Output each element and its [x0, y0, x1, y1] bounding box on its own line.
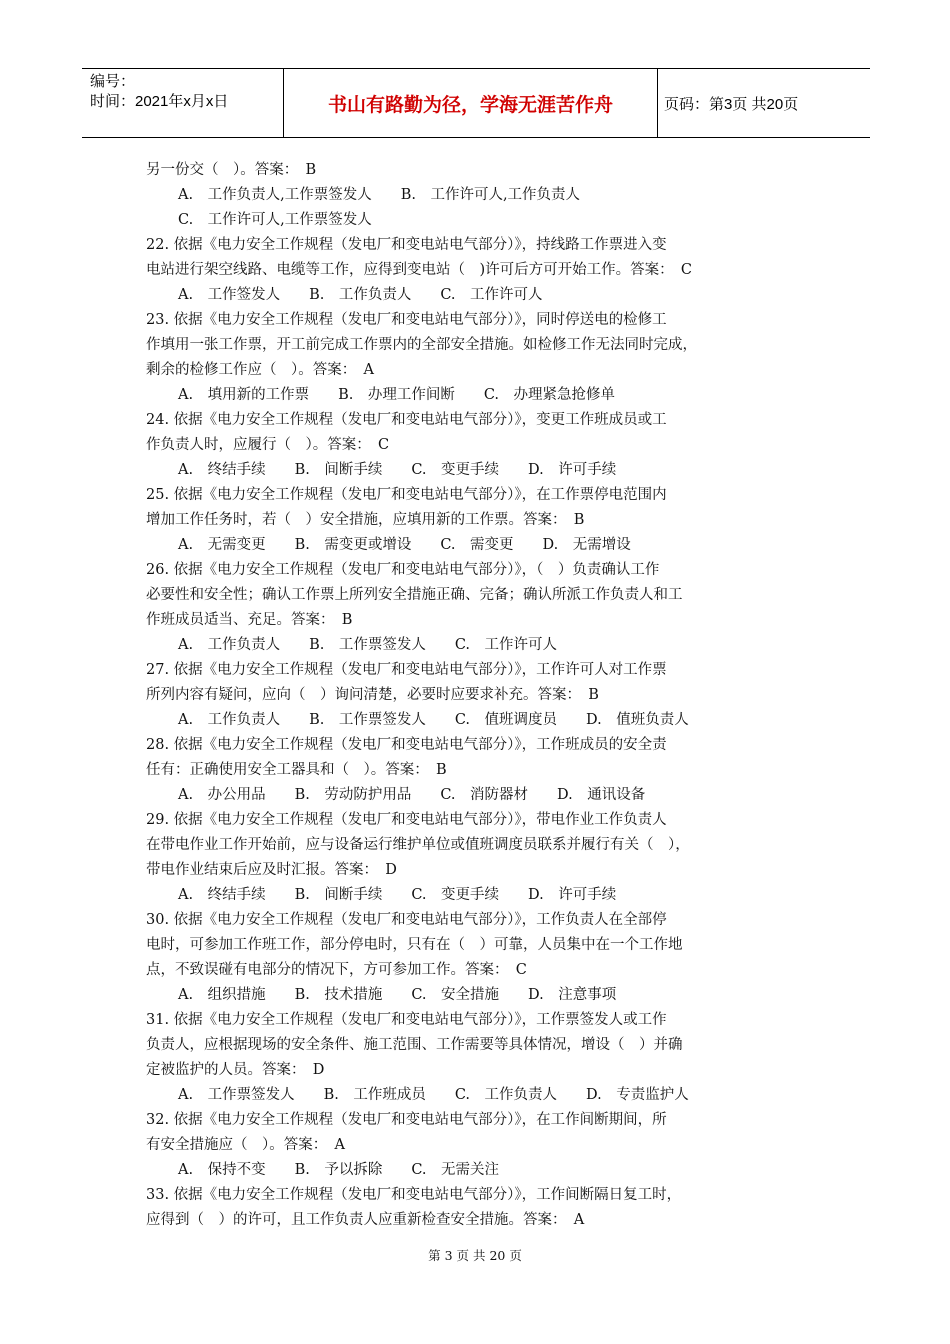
question-text-line: 必要性和安全性；确认工作票上所列安全措施正确、完备；确认所派工作负责人和工 [146, 587, 683, 603]
page-header [82, 68, 870, 138]
question-text-line: 作班成员适当、充足。答案： B [146, 612, 353, 628]
answer-options-line: A. 工作负责人,工作票签发人 B. 工作许可人,工作负责人 [178, 187, 581, 203]
question-text-line: 23. 依据《电力安全工作规程（发电厂和变电站电气部分）》，同时停送电的检修工 [146, 312, 667, 328]
question-text-line: 有安全措施应（ ）。答案： A [146, 1137, 345, 1153]
answer-options-line: A. 填用新的工作票 B. 办理工作间断 C. 办理紧急抢修单 [178, 387, 616, 403]
question-text-line: 22. 依据《电力安全工作规程（发电厂和变电站电气部分）》，持线路工作票进入变 [146, 237, 667, 253]
number-label: 编号： [90, 73, 136, 90]
question-text-line: 电站进行架空线路、电缆等工作，应得到变电站（ )许可后方可开始工作。答案： C [146, 262, 692, 278]
question-text-line: 剩余的检修工作应（ ）。答案： A [146, 362, 374, 378]
question-text-line: 30. 依据《电力安全工作规程（发电厂和变电站电气部分）》，工作负责人在全部停 [146, 912, 667, 928]
question-text-line: 负责人，应根据现场的安全条件、施工范围、工作需要等具体情况，增设（ ）并确 [146, 1037, 683, 1053]
question-text-line: 28. 依据《电力安全工作规程（发电厂和变电站电气部分）》，工作班成员的安全责 [146, 737, 667, 753]
question-text-line: 32. 依据《电力安全工作规程（发电厂和变电站电气部分）》，在工作间断期间，所 [146, 1112, 667, 1128]
header-page-number: 页码：第3页 共20页 [664, 95, 799, 113]
question-text-line: 26. 依据《电力安全工作规程（发电厂和变电站电气部分）》，（ ）负责确认工作 [146, 562, 660, 578]
question-text-line: 点，不致误碰有电部分的情况下，方可参加工作。答案： C [146, 962, 527, 978]
question-text-line: 定被监护的人员。答案： D [146, 1062, 325, 1078]
answer-options-line: A. 终结手续 B. 间断手续 C. 变更手续 D. 许可手续 [178, 887, 617, 903]
answer-options-line: A. 工作负责人 B. 工作票签发人 C. 值班调度员 D. 值班负责人 [178, 712, 689, 728]
question-text-line: 33. 依据《电力安全工作规程（发电厂和变电站电气部分）》，工作间断隔日复工时， [146, 1187, 682, 1203]
question-text-line: 应得到（ ）的许可，且工作负责人应重新检查安全措施。答案： A [146, 1212, 585, 1228]
question-text-line: 25. 依据《电力安全工作规程（发电厂和变电站电气部分）》，在工作票停电范围内 [146, 487, 667, 503]
answer-options-line: A. 工作签发人 B. 工作负责人 C. 工作许可人 [178, 287, 543, 303]
header-meta [82, 69, 284, 137]
question-text-line: 31. 依据《电力安全工作规程（发电厂和变电站电气部分）》，工作票签发人或工作 [146, 1012, 667, 1028]
answer-options-line: A. 保持不变 B. 予以拆除 C. 无需关注 [178, 1162, 500, 1178]
header-motto: 书山有路勤为径，学海无涯苦作舟 [284, 69, 658, 137]
answer-options-line: C. 工作许可人,工作票签发人 [178, 212, 372, 228]
question-text-line: 29. 依据《电力安全工作规程（发电厂和变电站电气部分）》，带电作业工作负责人 [146, 812, 667, 828]
question-text-line: 24. 依据《电力安全工作规程（发电厂和变电站电气部分）》，变更工作班成员或工 [146, 412, 667, 428]
question-text-line: 27. 依据《电力安全工作规程（发电厂和变电站电气部分）》，工作许可人对工作票 [146, 662, 667, 678]
document-body [146, 158, 816, 1233]
date-label: 时间：2021年x月x日 [90, 93, 229, 110]
question-text-line: 另一份交（ ）。答案： B [146, 162, 317, 178]
answer-options-line: A. 组织措施 B. 技术措施 C. 安全措施 D. 注意事项 [178, 987, 617, 1003]
question-text-line: 电时，可参加工作班工作，部分停电时，只有在（ ）可靠，人员集中在一个工作地 [146, 937, 683, 953]
question-text-line: 任有：正确使用安全工器具和（ ）。答案： B [146, 762, 447, 778]
answer-options-line: A. 终结手续 B. 间断手续 C. 变更手续 D. 许可手续 [178, 462, 617, 478]
question-text-line: 作填用一张工作票，开工前完成工作票内的全部安全措施。如检修工作无法同时完成， [146, 337, 697, 353]
answer-options-line: A. 办公用品 B. 劳动防护用品 C. 消防器材 D. 通讯设备 [178, 787, 646, 803]
question-text-line: 作负责人时，应履行（ ）。答案： C [146, 437, 390, 453]
question-text-line: 所列内容有疑问，应向（ ）询问清楚，必要时应要求补充。答案： B [146, 687, 599, 703]
answer-options-line: A. 工作票签发人 B. 工作班成员 C. 工作负责人 D. 专责监护人 [178, 1087, 689, 1103]
question-text-line: 在带电作业工作开始前，应与设备运行维护单位或值班调度员联系并履行有关（ ）， [146, 837, 690, 853]
page-footer: 第 3 页 共 20 页 [428, 1248, 522, 1263]
answer-options-line: A. 无需变更 B. 需变更或增设 C. 需变更 D. 无需增设 [178, 537, 631, 553]
question-text-line: 带电作业结束后应及时汇报。答案： D [146, 862, 397, 878]
answer-options-line: A. 工作负责人 B. 工作票签发人 C. 工作许可人 [178, 637, 558, 653]
question-text-line: 增加工作任务时，若（ ）安全措施，应填用新的工作票。答案： B [146, 512, 585, 528]
